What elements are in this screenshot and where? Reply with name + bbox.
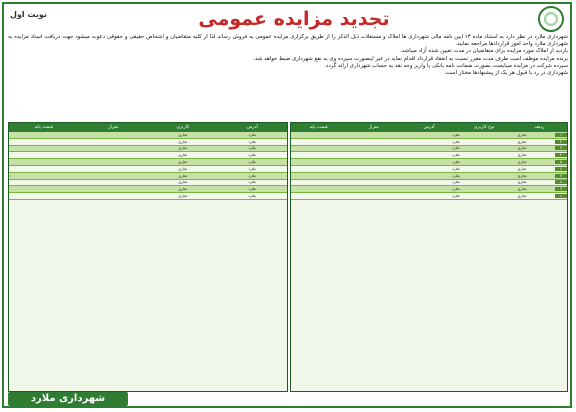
column-header: متراژ xyxy=(368,125,379,130)
table-row xyxy=(9,193,287,200)
table-cell: ملارد xyxy=(452,173,460,178)
table-row xyxy=(291,132,567,139)
table-cell: ۹ xyxy=(555,187,567,191)
table-cell: تجاری xyxy=(517,160,527,165)
table-left-header xyxy=(9,123,287,132)
table-cell: تجاری xyxy=(178,146,188,151)
table-left-rows xyxy=(9,132,287,391)
table-cell: تجاری xyxy=(178,194,188,199)
footer-label: شهرداری ملارد xyxy=(8,392,128,406)
table-cell: ملارد xyxy=(452,139,460,144)
column-header: آدرس xyxy=(246,125,258,130)
table-cell: ملارد xyxy=(248,194,256,199)
table-cell: تجاری xyxy=(178,180,188,185)
table-left xyxy=(8,122,288,392)
table-cell: ۷ xyxy=(555,174,567,178)
table-cell: ۵ xyxy=(555,160,567,164)
table-cell: تجاری xyxy=(178,173,188,178)
column-header: قیمت پایه xyxy=(309,125,328,130)
round-label: نوبت اول xyxy=(10,10,47,19)
table-cell: ملارد xyxy=(452,166,460,171)
intro-text xyxy=(8,34,568,122)
table-cell: ۱۰ xyxy=(555,194,567,198)
table-row xyxy=(9,173,287,180)
table-cell: ۳ xyxy=(555,146,567,150)
table-cell: ملارد xyxy=(248,166,256,171)
table-row xyxy=(9,159,287,166)
table-row xyxy=(9,132,287,139)
table-row xyxy=(9,166,287,173)
table-cell: تجاری xyxy=(517,166,527,171)
column-header: قیمت پایه xyxy=(34,125,53,130)
table-cell: تجاری xyxy=(517,139,527,144)
table-right-header xyxy=(291,123,567,132)
column-header: ردیف xyxy=(534,125,545,130)
table-right-rows xyxy=(291,132,567,391)
table-cell: ملارد xyxy=(248,173,256,178)
tables-area xyxy=(8,122,568,392)
table-row xyxy=(9,186,287,193)
intro-paragraph: سپرده شرکت در مزایده میبایست بصورت ضمانت نامه بانکی یا واریز وجه نقد به حساب شهرداری ارائه گردد. xyxy=(324,62,568,69)
table-row xyxy=(291,146,567,153)
table-row xyxy=(9,180,287,187)
table-cell: ملارد xyxy=(452,187,460,192)
table-row xyxy=(9,139,287,146)
table-cell: ملارد xyxy=(248,139,256,144)
table-row xyxy=(291,166,567,173)
table-cell: تجاری xyxy=(178,132,188,137)
table-row xyxy=(291,186,567,193)
table-cell: تجاری xyxy=(517,180,527,185)
table-cell: تجاری xyxy=(517,153,527,158)
table-cell: تجاری xyxy=(517,132,527,137)
table-cell: تجاری xyxy=(178,139,188,144)
table-row xyxy=(291,159,567,166)
table-cell: ۲ xyxy=(555,140,567,144)
table-row xyxy=(291,152,567,159)
table-cell: ملارد xyxy=(452,146,460,151)
table-row xyxy=(291,193,567,200)
table-cell: ملارد xyxy=(248,160,256,165)
table-cell: ملارد xyxy=(248,153,256,158)
intro-paragraph: شهرداری ملارد در نظر دارد به استناد ماده ۱۳ آیین نامه مالی شهرداری ها املاک و مستغلات ذیل الذکر را از طریق برگزاری مزایده عمومی به فروش رساند لذا از کلیه متقاضیان و اشخاص حقیقی و حقوقی دعوت میشود جهت دریافت اسناد مزایده به شهرداری ملارد واحد امور قراردادها مراجعه نمایند. xyxy=(8,34,568,48)
table-right xyxy=(290,122,568,392)
table-cell: ملارد xyxy=(452,132,460,137)
table-row xyxy=(291,139,567,146)
column-header: نوع کاربری xyxy=(473,125,495,130)
intro-paragraph: شهرداری در رد یا قبول هر یک از پیشنهادها مختار است. xyxy=(444,70,568,77)
table-cell: تجاری xyxy=(517,187,527,192)
municipality-emblem-icon xyxy=(538,6,564,32)
page-title: تجدید مزایده عمومی xyxy=(198,8,390,30)
table-cell: ملارد xyxy=(452,160,460,165)
table-cell: ملارد xyxy=(452,153,460,158)
table-cell: ملارد xyxy=(452,180,460,185)
table-cell: ۱ xyxy=(555,133,567,137)
table-cell: تجاری xyxy=(517,146,527,151)
table-cell: تجاری xyxy=(517,194,527,199)
table-row xyxy=(291,180,567,187)
table-cell: تجاری xyxy=(178,166,188,171)
table-cell: تجاری xyxy=(178,160,188,165)
table-cell: ۴ xyxy=(555,153,567,157)
column-header: متراژ xyxy=(108,125,119,130)
column-header: آدرس xyxy=(423,125,435,130)
table-cell: تجاری xyxy=(178,153,188,158)
table-cell: ۸ xyxy=(555,180,567,184)
table-cell: ملارد xyxy=(248,180,256,185)
intro-paragraph: بازدید از املاک مورد مزایده برای متقاضیان در مدت تعیین شده آزاد میباشد. xyxy=(400,48,568,55)
table-cell: ۶ xyxy=(555,167,567,171)
table-cell: تجاری xyxy=(178,187,188,192)
table-cell: ملارد xyxy=(452,194,460,199)
table-cell: ملارد xyxy=(248,132,256,137)
table-cell: تجاری xyxy=(517,173,527,178)
table-row xyxy=(9,146,287,153)
header xyxy=(4,4,572,34)
table-row xyxy=(9,152,287,159)
table-row xyxy=(291,173,567,180)
table-cell: ملارد xyxy=(248,146,256,151)
intro-paragraph: برنده مزایده موظف است ظرف مدت مقرر نسبت به انعقاد قرارداد اقدام نماید در غیر اینصورت سپرده وی به نفع شهرداری ضبط خواهد شد. xyxy=(253,55,568,62)
table-cell: ملارد xyxy=(248,187,256,192)
column-header: کاربری xyxy=(176,125,190,130)
